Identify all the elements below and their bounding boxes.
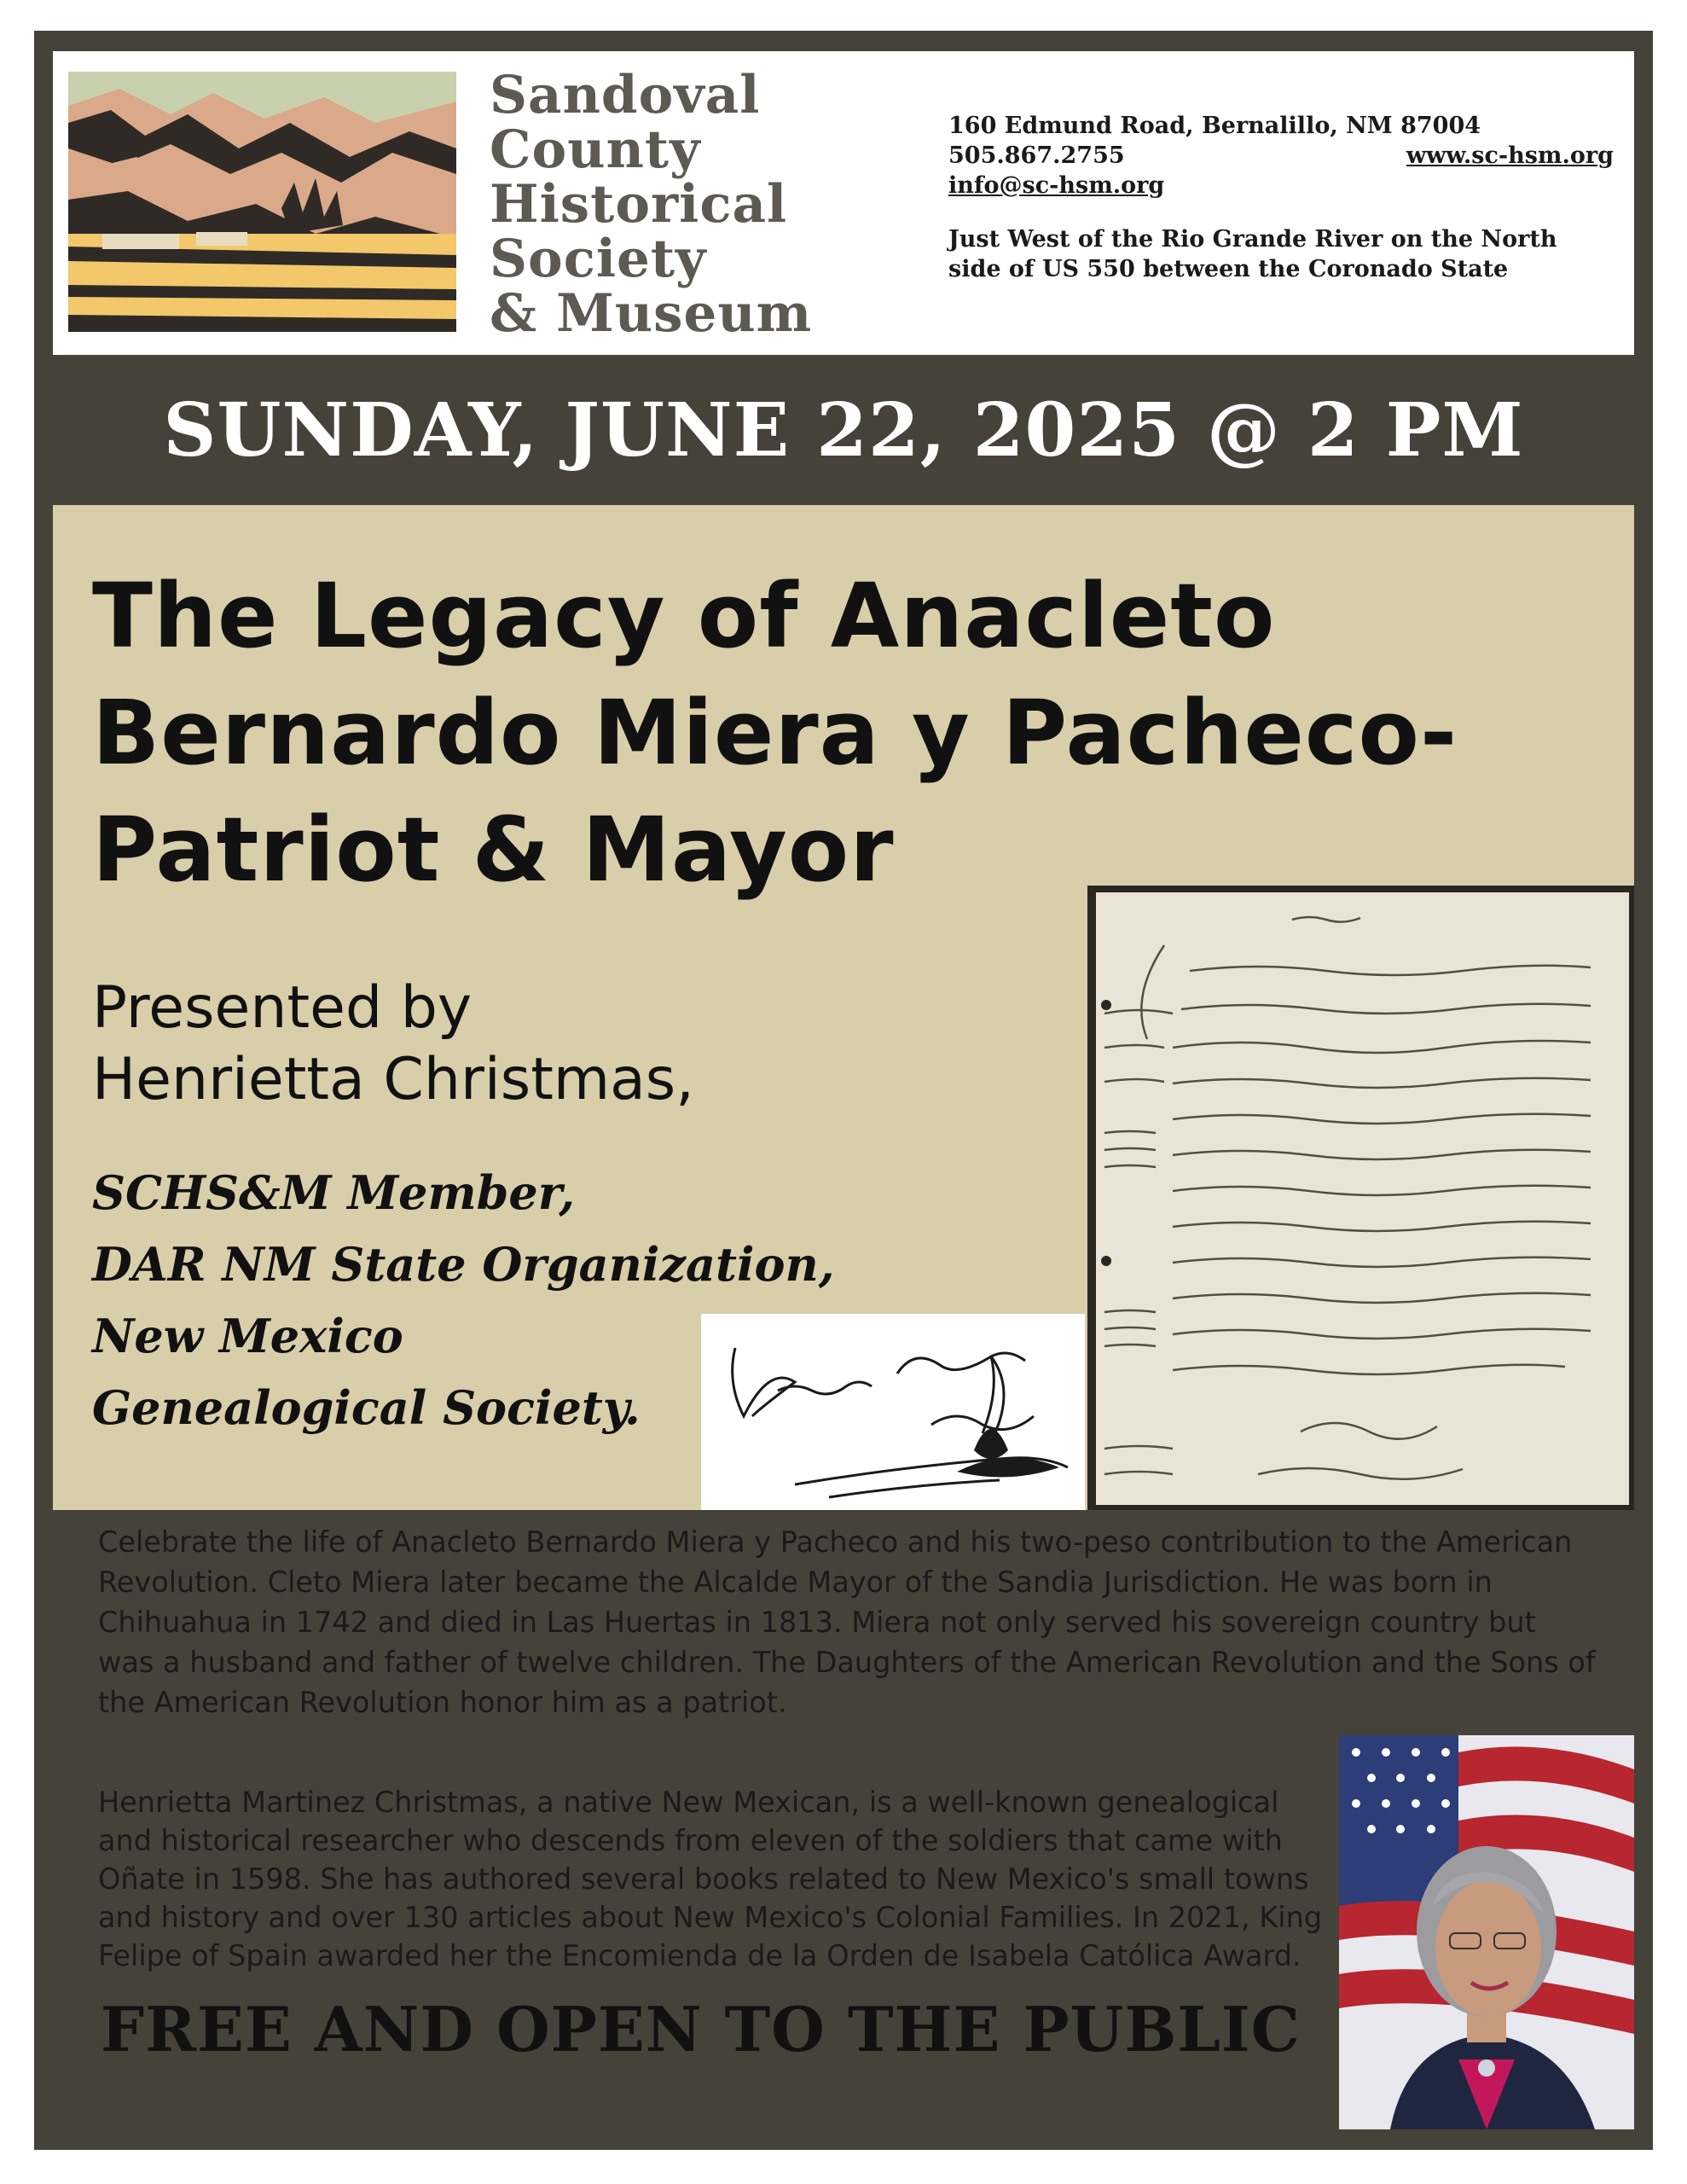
org-name-line: Society [490,229,707,289]
affiliation-item: DAR NM State Organization, [92,1237,835,1292]
admission-banner: FREE AND OPEN TO THE PUBLIC [101,1993,1301,2065]
signature-image [701,1314,1085,1510]
directions-line: Just West of the Rio Grande River on the North [948,226,1557,253]
title-line: Patriot & Mayor [92,798,895,902]
affiliation-item: SCHS&M Member, [92,1165,576,1220]
address: 160 Edmund Road, Bernalillo, NM 87004 [948,113,1481,139]
title-line: The Legacy of Anacleto [92,564,1276,668]
directions-line: side of US 550 between the Coronado State [948,256,1509,282]
event-title [92,558,1610,909]
event-description: Celebrate the life of Anacleto Bernardo Miera y Pacheco and his two-peso contribution to the American Revolution. Cleto Miera later became the Alcalde Mayor of the Sandia Jurisdiction. He was born in Chihuahua in 1742 and died in Las Huertas in 1813. Miera not only served his sovereign country but was a husband and father of twelve children. The Daughters of the American Revolution and the Sons of the American Revolution honor him as a patriot. [98,1525,1596,1719]
landscape-logo-icon [68,72,456,332]
presenter-block [92,973,1116,1116]
presented-by-label: Presented by [92,974,472,1042]
affiliation-item: New Mexico [92,1309,403,1363]
title-line: Bernardo Miera y Pacheco- [92,681,1458,785]
presenter-name: Henrietta Christmas, [92,1046,694,1113]
presenter-portrait-image [1339,1735,1634,2129]
contact-block [948,111,1614,284]
event-panel [53,505,1634,1510]
org-name-line: & Museum [490,283,813,344]
org-name-line: Sandoval [490,65,761,125]
date-banner [34,355,1653,505]
directions [948,224,1614,284]
header-panel [53,51,1634,355]
presenter-bio: Henrietta Martinez Christmas, a native New Mexican, is a well-known genealogical and historical researcher who descends from eleven of the soldiers that came with Oñate in 1598. She has authored several books related to New Mexico's small towns and history and over 130 articles about New Mexico's Colonial Families. In 2021, King Felipe of Spain awarded her the Encomienda de la Orden de Isabela Católica Award. [98,1786,1323,1972]
historical-document-image [1087,886,1634,1510]
affiliation-item: Genealogical Society. [92,1380,641,1435]
org-name-line: Historical [490,174,788,235]
phone: 505.867.2755 [948,142,1125,169]
handwritten-signature-icon [701,1314,1085,1510]
event-datetime: SUNDAY, JUNE 22, 2025 @ 2 PM [163,386,1524,473]
org-name-line: County [490,119,701,180]
org-name [490,65,967,344]
website-link[interactable]: www.sc-hsm.org [1406,142,1614,169]
email-link[interactable]: info@sc-hsm.org [948,172,1165,199]
